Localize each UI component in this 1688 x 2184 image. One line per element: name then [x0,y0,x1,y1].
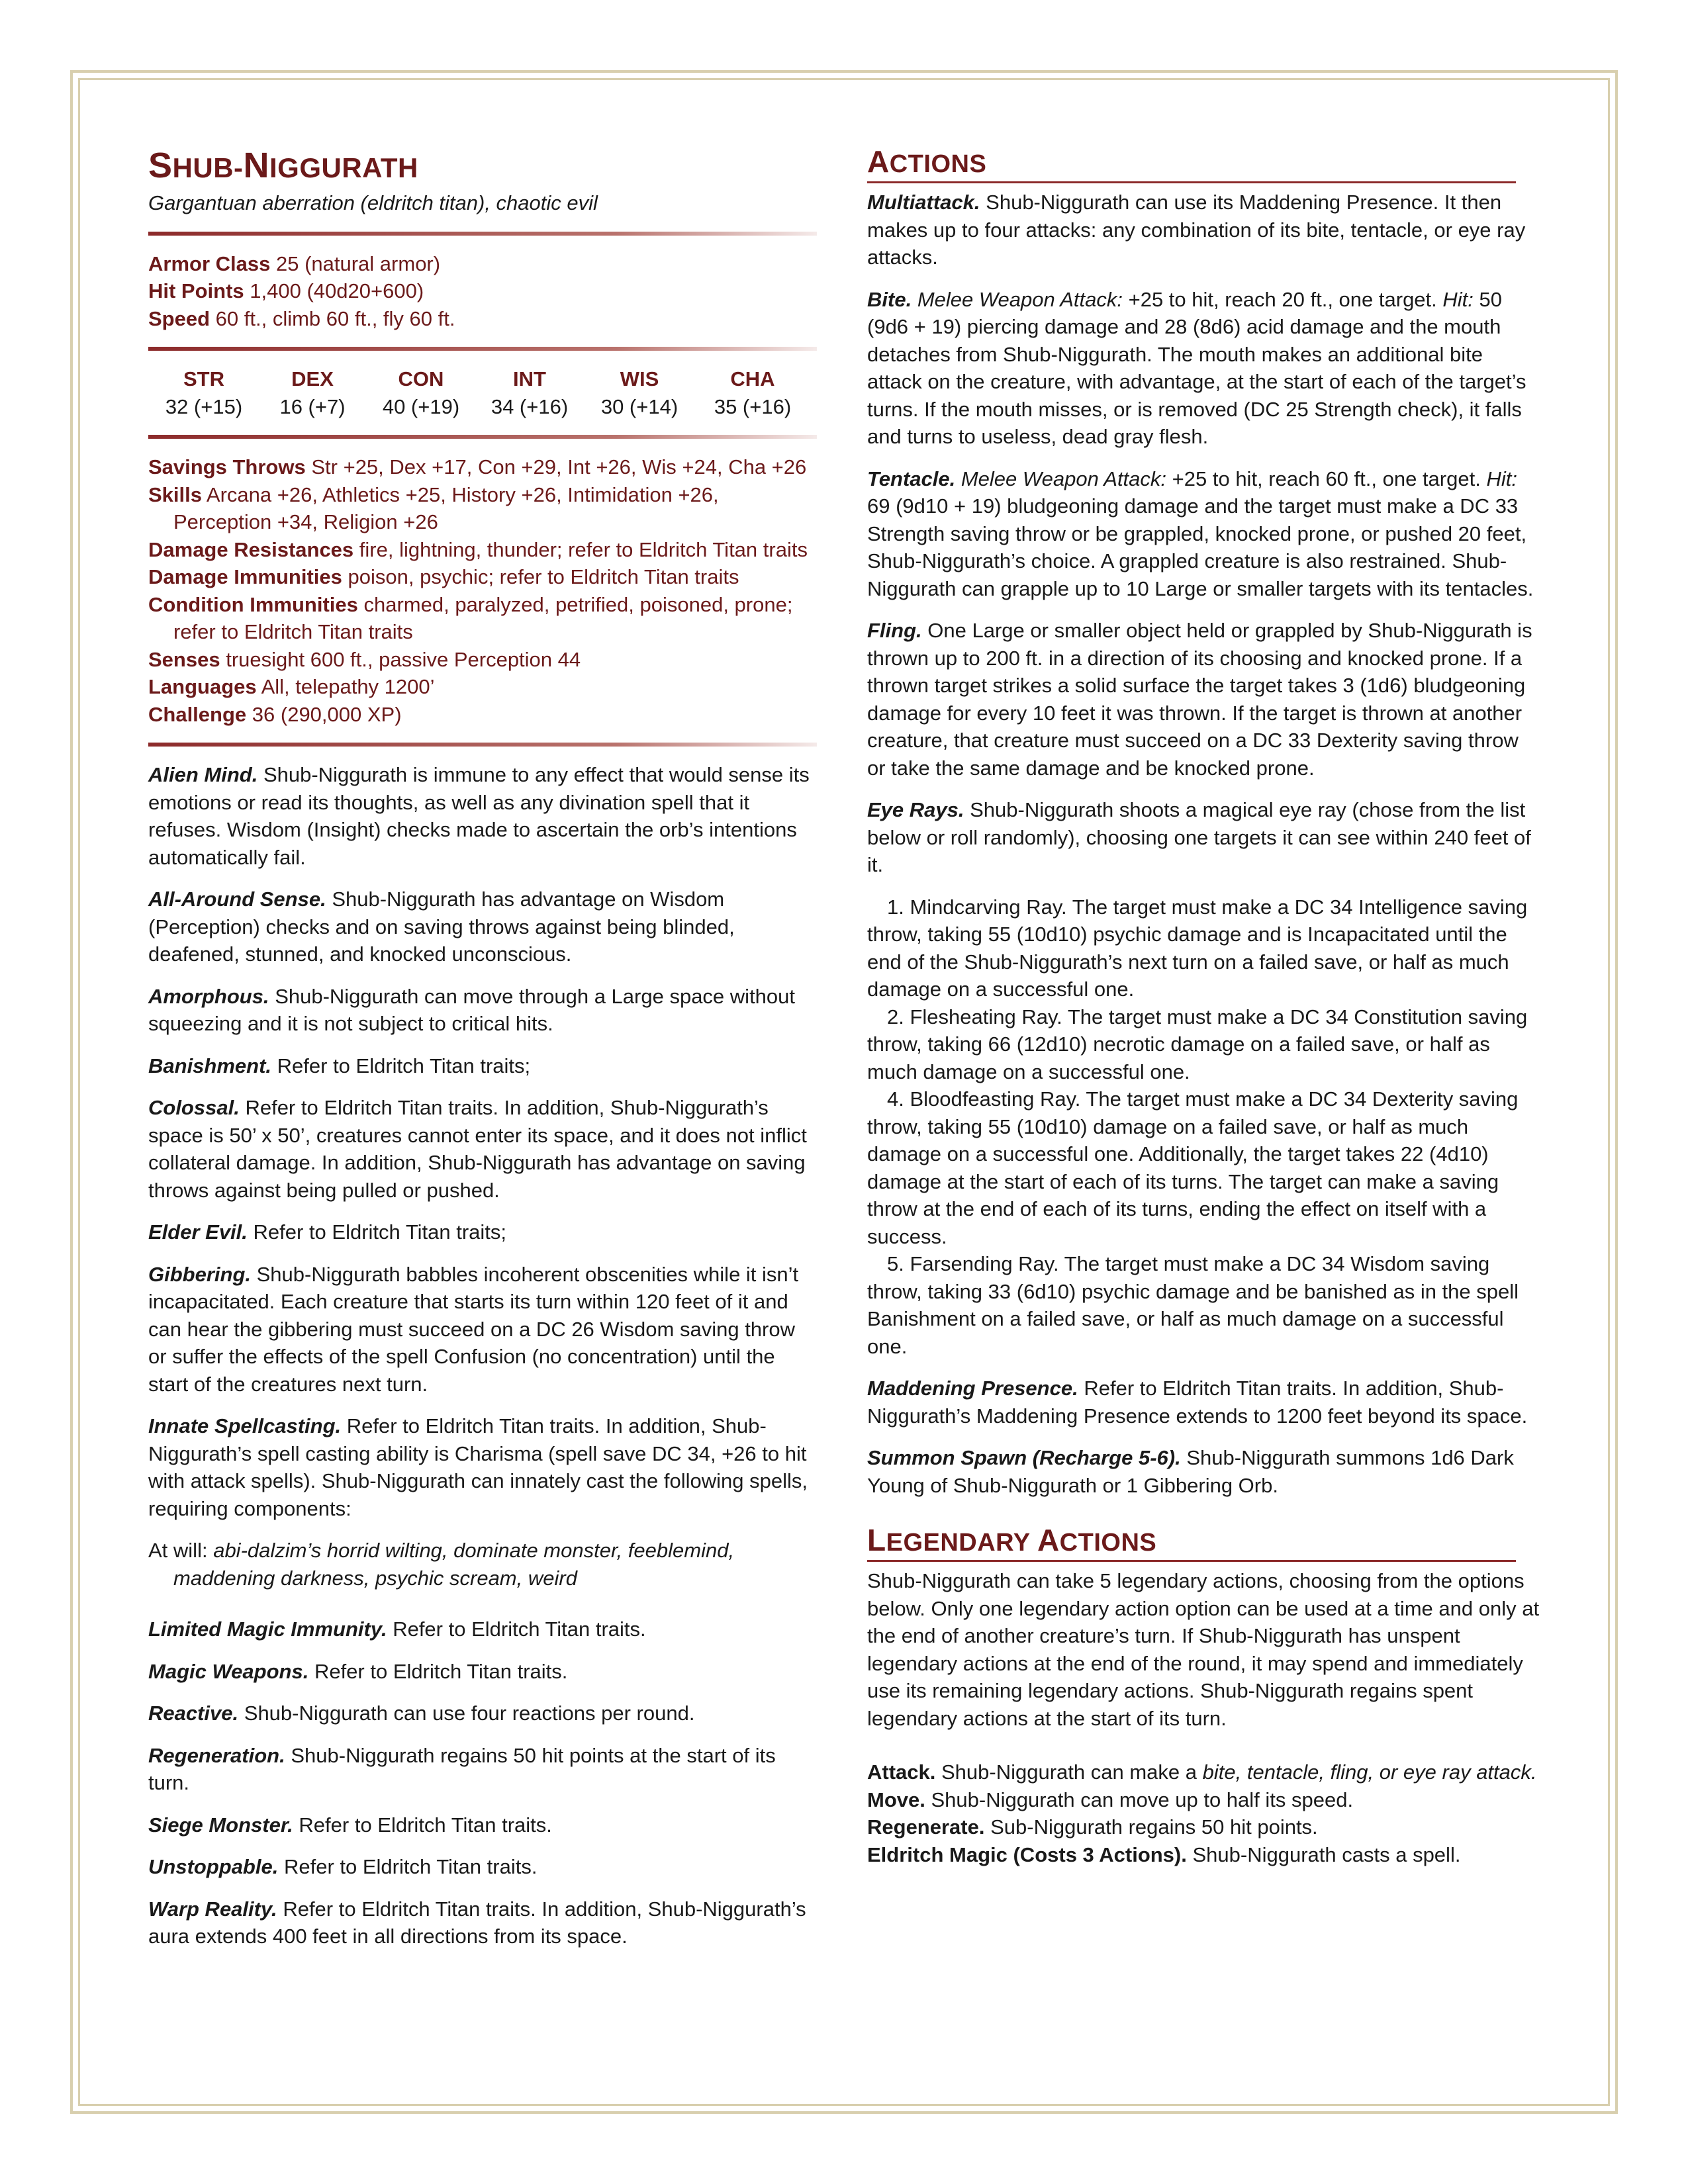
legendary-eldritch-magic: Eldritch Magic (Costs 3 Actions). Shub-Niggurath casts a spell. [867,1843,1461,1866]
action-bite: Bite. Melee Weapon Attack: +25 to hit, reach 20 ft., one target. Hit: 50 (9d6 + 19) piercing damage and 28 (8d6) acid damage and the mouth detaches from Shub-Niggurath. The mouth makes an additional bite attack on the creature, with advantage, at the start of each of the target’s turns. If the mouth misses, or is removed (DC 25 Strength check), it falls and turns to useless, dead gray flesh. [867,287,1526,448]
ability-score-dex: 16 (+7) [279,394,346,418]
damage-resistances: Damage Resistances fire, lightning, thunder; refer to Eldritch Titan traits [148,537,808,561]
armor-class: Armor Class 25 (natural armor) [148,251,441,275]
ability-score-str: 32 (+15) [165,394,243,418]
right-column [867,144,1540,1868]
trait-reactive: Reactive. Shub-Niggurath can use four reactions per round. [148,1702,695,1725]
skills: Skills Arcana +26, Athletics +25, History +26, Intimidation +26, Perception +34, Religion +26 [148,482,719,533]
condition-immunities: Condition Immunities charmed, paralyzed, petrified, poisoned, prone; refer to Eldritch Titan traits [148,592,793,643]
eye-ray-mindcarving: 1. Mindcarving Ray. The target must make a DC 34 Intelligence saving throw, taking 55 (10d10) psychic damage and is Incapacitated until the end of the Shub-Niggurath’s next turn on a failed save, or half as much damage on a successful one. [867,895,1528,1001]
divider [148,232,817,236]
action-summon-spawn: Summon Spawn (Recharge 5-6). Shub-Niggurath summons 1d6 Dark Young of Shub-Niggurath or 1 Gibbering Orb. [867,1446,1514,1497]
trait-colossal: Colossal. Refer to Eldritch Titan traits. In addition, Shub-Niggurath’s space is 50’ x 50’, creatures cannot enter its space, and it does not inflict collateral damage. In addition, Shub-Niggurath has advantage on saving throws against being pulled or pushed. [148,1096,807,1202]
ability-name-wis: WIS [620,367,659,390]
trait-unstoppable: Unstoppable. Refer to Eldritch Titan traits. [148,1855,538,1878]
eye-ray-farsending: 5. Farsending Ray. The target must make a DC 34 Wisdom saving throw, taking 33 (6d10) psychic damage and be banished as in the spell Banishment on a failed save, or half as much damage on a successful one. [867,1252,1519,1358]
action-eye-rays: Eye Rays. Shub-Niggurath shoots a magical eye ray (chose from the list below or roll randomly), choosing one targets it can see within 240 feet of it. [867,798,1531,876]
trait-innate-spellcasting: Innate Spellcasting. Refer to Eldritch Titan traits. In addition, Shub-Niggurath’s spell casting ability is Charisma (spell save DC 34, +26 to hit with attack spells). Shub-Niggurath can innately cast the following spells, requiring components: [148,1414,808,1520]
trait-gibbering: Gibbering. Shub-Niggurath babbles incoherent obscenities while it isn’t incapacitated. Each creature that starts its turn within 120 feet of it and can hear the gibbering must succeed on a DC 26 Wisdom saving throw or suffer the effects of the spell Confusion (no concentration) until the start of the creatures next turn. [148,1262,799,1396]
divider [148,435,817,439]
legendary-attack: Attack. Shub-Niggurath can make a bite, tentacle, fling, or eye ray attack. [867,1760,1537,1784]
ability-name-dex: DEX [291,367,334,390]
divider [148,743,817,747]
trait-alien-mind: Alien Mind. Shub-Niggurath is immune to any effect that would sense its emotions or read its thoughts, as well as any divination spell that it refuses. Wisdom (Insight) checks made to ascertain the orb’s intentions automatically fail. [148,763,810,869]
ability-scores [148,393,817,421]
action-multiattack: Multiattack. Shub-Niggurath can use its Maddening Presence. It then makes up to four attacks: any combination of its bite, tentacle, or eye ray attacks. [867,191,1526,269]
trait-elder-evil: Elder Evil. Refer to Eldritch Titan traits; [148,1220,507,1244]
languages: Languages All, telepathy 1200’ [148,675,435,698]
hit-points: Hit Points 1,400 (40d20+600) [148,279,424,302]
monster-type: Gargantuan aberration (eldritch titan), chaotic evil [148,191,598,214]
ability-name-con: CON [398,367,444,390]
eye-ray-flesheating: 2. Flesheating Ray. The target must make a DC 34 Constitution saving throw, taking 66 (12d10) necrotic damage on a failed save, or half as much damage on a successful one. [867,1005,1528,1083]
ability-name-cha: CHA [730,367,775,390]
action-fling: Fling. One Large or smaller object held or grappled by Shub-Niggurath is thrown up to 200 ft. in a direction of its choosing and knocked prone. If a thrown target strikes a solid surface the target takes 3 (1d6) bludgeoning damage for every 10 feet it was thrown. If the target is thrown at another creature, that creature must succeed on a DC 33 Dexterity saving throw or take the same damage and be knocked prone. [867,619,1532,780]
legendary-regenerate: Regenerate. Sub-Niggurath regains 50 hit points. [867,1815,1318,1839]
ability-name-str: STR [183,367,224,390]
damage-immunities: Damage Immunities poison, psychic; refer to Eldritch Titan traits [148,565,739,588]
divider [148,347,817,351]
speed: Speed 60 ft., climb 60 ft., fly 60 ft. [148,306,455,330]
trait-amorphous: Amorphous. Shub-Niggurath can move through a Large space without squeezing and it is not subject to critical hits. [148,984,796,1035]
eye-ray-bloodfeasting: 4. Bloodfeasting Ray. The target must make a DC 34 Dexterity saving throw, taking 55 (10d10) damage on a failed save, or half as much damage on a successful one. Additionally, the target takes 22 (4d10) damage at the start of each of its turns. The target can make a saving throw at the end of each of its turns, ending the effect on itself with a success. [867,1087,1519,1248]
ability-score-int: 34 (+16) [491,394,569,418]
legendary-actions-heading: LEGENDARY ACTIONS [867,1525,1516,1562]
ability-score-con: 40 (+19) [382,394,460,418]
trait-magic-weapons: Magic Weapons. Refer to Eldritch Titan traits. [148,1659,568,1683]
monster-name: SHUB-NIGGURATH [148,146,418,185]
trait-banishment: Banishment. Refer to Eldritch Titan traits; [148,1054,531,1077]
left-column [148,147,817,1965]
trait-all-around-sense: All-Around Sense. Shub-Niggurath has advantage on Wisdom (Perception) checks and on saving throws against being blinded, deafened, stunned, and knocked unconscious. [148,887,735,966]
actions-heading: ACTIONS [867,147,1516,183]
challenge: Challenge 36 (290,000 XP) [148,702,402,726]
senses: Senses truesight 600 ft., passive Perception 44 [148,647,581,671]
trait-regeneration: Regeneration. Shub-Niggurath regains 50 hit points at the start of its turn. [148,1743,776,1794]
trait-warp-reality: Warp Reality. Refer to Eldritch Titan traits. In addition, Shub-Niggurath’s aura extends 400 feet in all directions from its space. [148,1897,806,1948]
trait-limited-magic-immunity: Limited Magic Immunity. Refer to Eldritch Titan traits. [148,1617,646,1641]
ability-score-wis: 30 (+14) [600,394,679,418]
ability-score-cha: 35 (+16) [714,394,792,418]
trait-siege-monster: Siege Monster. Refer to Eldritch Titan traits. [148,1813,552,1837]
action-tentacle: Tentacle. Melee Weapon Attack: +25 to hit, reach 60 ft., one target. Hit: 69 (9d10 + 19) bludgeoning damage and the target must make a DC 33 Strength saving throw or be grappled, knocked prone, or pushed 20 feet, Shub-Niggurath’s choice. A grappled creature is also restrained. Shub-Niggurath can grapple up to 10 Large or smaller targets with its tentacles. [867,467,1534,600]
saving-throws: Savings Throws Str +25, Dex +17, Con +29, Int +26, Wis +24, Cha +26 [148,455,807,478]
ability-names [148,365,817,393]
action-maddening-presence: Maddening Presence. Refer to Eldritch Titan traits. In addition, Shub-Niggurath’s Maddening Presence extends to 1200 feet beyond its space. [867,1377,1528,1428]
legendary-intro: Shub-Niggurath can take 5 legendary actions, choosing from the options below. Only one legendary action option can be used at a time and only at the end of another creature’s turn. If Shub-Niggurath has unspent legendary actions at the end of the round, it may spend and immediately use its remaining legendary actions. Shub-Niggurath regains spent legendary actions at the start of its turn. [867,1569,1540,1730]
legendary-move: Move. Shub-Niggurath can move up to half its speed. [867,1788,1354,1811]
spell-list: At will: abi-dalzim’s horrid wilting, dominate monster, feeblemind, maddening darkness, psychic scream, weird [148,1539,735,1590]
ability-name-int: INT [513,367,546,390]
